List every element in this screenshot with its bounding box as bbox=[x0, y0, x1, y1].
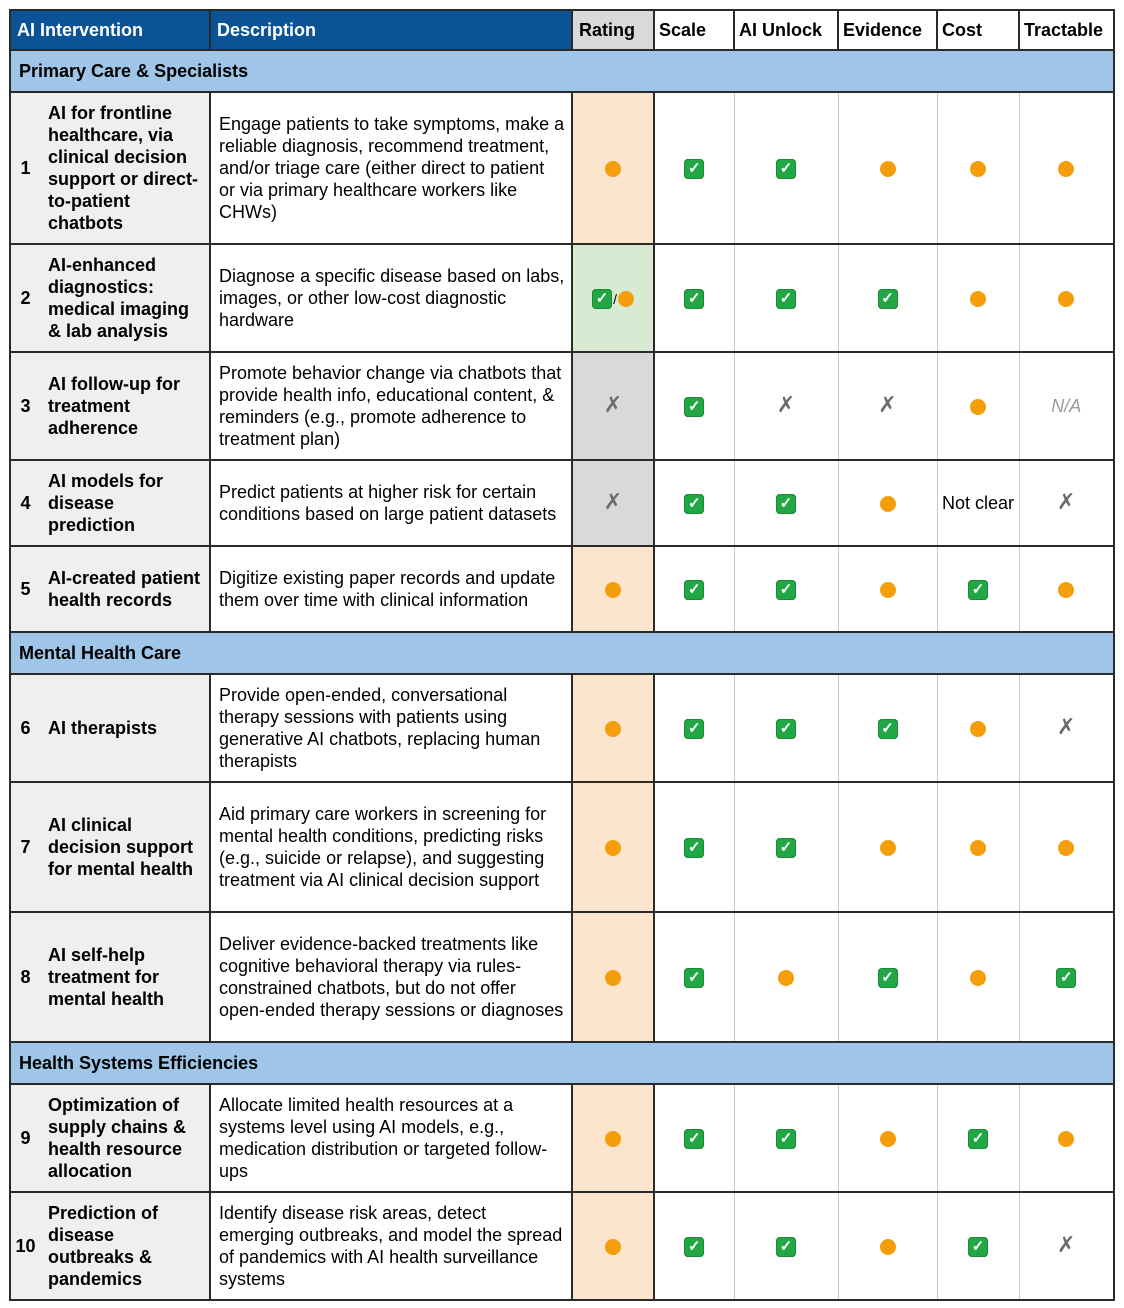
header-evidence: Evidence bbox=[838, 10, 937, 50]
evidence-cell bbox=[838, 460, 937, 546]
intervention-name: AI clinical decision support for mental health bbox=[40, 782, 210, 912]
tractable-cell bbox=[1019, 352, 1114, 460]
green-check-icon: ✓ bbox=[968, 1129, 988, 1149]
green-check-icon: ✓ bbox=[684, 494, 704, 514]
evidence-cell bbox=[838, 92, 937, 244]
row-number: 9 bbox=[10, 1084, 40, 1192]
orange-dot-icon bbox=[605, 970, 621, 986]
intervention-description: Provide open-ended, conversational therapy sessions with patients using generative AI chatbots, replacing human therapists bbox=[210, 674, 572, 782]
ai-unlock-cell bbox=[734, 546, 838, 632]
cost-cell bbox=[937, 674, 1019, 782]
orange-dot-icon bbox=[618, 291, 634, 307]
check-or-dot-icon bbox=[592, 288, 634, 310]
green-check-icon: ✓ bbox=[776, 719, 796, 739]
cost-cell bbox=[937, 546, 1019, 632]
evidence-cell bbox=[838, 352, 937, 460]
evidence-cell bbox=[838, 546, 937, 632]
row-number: 7 bbox=[10, 782, 40, 912]
evidence-cell bbox=[838, 1192, 937, 1300]
cost-cell bbox=[937, 1084, 1019, 1192]
intervention-description: Diagnose a specific disease based on labs, images, or other low-cost diagnostic hardware bbox=[210, 244, 572, 352]
green-check-icon: ✓ bbox=[684, 838, 704, 858]
table-row bbox=[10, 92, 1114, 244]
cross-icon: ✗ bbox=[1057, 715, 1076, 740]
rating-cell bbox=[572, 92, 654, 244]
table-row bbox=[10, 782, 1114, 912]
ai-unlock-cell bbox=[734, 244, 838, 352]
tractable-cell bbox=[1019, 1084, 1114, 1192]
intervention-name: AI follow-up for treatment adherence bbox=[40, 352, 210, 460]
scale-cell bbox=[654, 244, 734, 352]
green-check-icon: ✓ bbox=[684, 580, 704, 600]
orange-dot-icon bbox=[970, 840, 986, 856]
tractable-cell bbox=[1019, 92, 1114, 244]
table-row bbox=[10, 1084, 1114, 1192]
green-check-icon: ✓ bbox=[878, 719, 898, 739]
scale-cell bbox=[654, 92, 734, 244]
intervention-name: Prediction of disease outbreaks & pandemics bbox=[40, 1192, 210, 1300]
scale-cell bbox=[654, 352, 734, 460]
header-description: Description bbox=[210, 10, 572, 50]
green-check-icon: ✓ bbox=[684, 159, 704, 179]
intervention-table bbox=[9, 9, 1115, 1301]
orange-dot-icon bbox=[1058, 161, 1074, 177]
scale-cell bbox=[654, 782, 734, 912]
green-check-icon: ✓ bbox=[684, 719, 704, 739]
rating-cell bbox=[572, 460, 654, 546]
intervention-name: AI for frontline healthcare, via clinical decision support or direct-to-patient chatbots bbox=[40, 92, 210, 244]
green-check-icon: ✓ bbox=[968, 580, 988, 600]
intervention-name: AI therapists bbox=[40, 674, 210, 782]
header-rating: Rating bbox=[572, 10, 654, 50]
section-row bbox=[10, 632, 1114, 674]
green-check-icon: ✓ bbox=[776, 838, 796, 858]
orange-dot-icon bbox=[605, 1239, 621, 1255]
rating-cell bbox=[572, 1192, 654, 1300]
cost-cell bbox=[937, 92, 1019, 244]
row-number: 8 bbox=[10, 912, 40, 1042]
row-number: 3 bbox=[10, 352, 40, 460]
intervention-description: Promote behavior change via chatbots that provide health info, educational content, & reminders (e.g., promote adherence to treatment plan) bbox=[210, 352, 572, 460]
intervention-description: Allocate limited health resources at a systems level using AI models, e.g., medication distribution or targeted follow-ups bbox=[210, 1084, 572, 1192]
ai-unlock-cell bbox=[734, 674, 838, 782]
slash-separator: / bbox=[613, 291, 617, 307]
green-check-icon: ✓ bbox=[776, 1237, 796, 1257]
scale-cell bbox=[654, 460, 734, 546]
tractable-cell bbox=[1019, 674, 1114, 782]
row-number: 2 bbox=[10, 244, 40, 352]
orange-dot-icon bbox=[605, 161, 621, 177]
tractable-cell bbox=[1019, 546, 1114, 632]
orange-dot-icon bbox=[605, 582, 621, 598]
green-check-icon: ✓ bbox=[684, 1129, 704, 1149]
ai-unlock-cell bbox=[734, 1084, 838, 1192]
rating-cell bbox=[572, 1084, 654, 1192]
cost-cell bbox=[937, 460, 1019, 546]
green-check-icon: ✓ bbox=[684, 397, 704, 417]
row-number: 4 bbox=[10, 460, 40, 546]
cross-icon: ✗ bbox=[878, 393, 897, 418]
green-check-icon: ✓ bbox=[684, 968, 704, 988]
section-row bbox=[10, 1042, 1114, 1084]
ai-unlock-cell bbox=[734, 912, 838, 1042]
table-row bbox=[10, 352, 1114, 460]
orange-dot-icon bbox=[880, 1131, 896, 1147]
orange-dot-icon bbox=[970, 399, 986, 415]
ai-unlock-cell bbox=[734, 460, 838, 546]
green-check-icon: ✓ bbox=[776, 159, 796, 179]
row-number: 5 bbox=[10, 546, 40, 632]
cost-cell bbox=[937, 244, 1019, 352]
orange-dot-icon bbox=[605, 840, 621, 856]
evidence-cell bbox=[838, 1084, 937, 1192]
intervention-description: Engage patients to take symptoms, make a reliable diagnosis, recommend treatment, and/or triage care (either direct to patient or via primary healthcare workers like CHWs) bbox=[210, 92, 572, 244]
header-ai-unlock: AI Unlock bbox=[734, 10, 838, 50]
green-check-icon: ✓ bbox=[968, 1237, 988, 1257]
table-body bbox=[10, 50, 1114, 1300]
header-row bbox=[10, 10, 1114, 50]
evidence-cell bbox=[838, 782, 937, 912]
scale-cell bbox=[654, 912, 734, 1042]
orange-dot-icon bbox=[880, 496, 896, 512]
ai-unlock-cell bbox=[734, 92, 838, 244]
intervention-table-container bbox=[9, 9, 1115, 1301]
evidence-cell bbox=[838, 674, 937, 782]
table-row bbox=[10, 1192, 1114, 1300]
rating-cell bbox=[572, 244, 654, 352]
orange-dot-icon bbox=[970, 161, 986, 177]
orange-dot-icon bbox=[970, 970, 986, 986]
cell-text: Not clear bbox=[942, 493, 1015, 513]
header-intervention: AI Intervention bbox=[10, 10, 210, 50]
table-row bbox=[10, 460, 1114, 546]
scale-cell bbox=[654, 546, 734, 632]
rating-cell bbox=[572, 546, 654, 632]
tractable-cell bbox=[1019, 460, 1114, 546]
orange-dot-icon bbox=[1058, 291, 1074, 307]
intervention-name: AI self-help treatment for mental health bbox=[40, 912, 210, 1042]
green-check-icon: ✓ bbox=[776, 580, 796, 600]
rating-cell bbox=[572, 674, 654, 782]
tractable-cell bbox=[1019, 782, 1114, 912]
orange-dot-icon bbox=[1058, 840, 1074, 856]
cost-cell bbox=[937, 352, 1019, 460]
intervention-description: Predict patients at higher risk for certain conditions based on large patient datasets bbox=[210, 460, 572, 546]
ai-unlock-cell bbox=[734, 352, 838, 460]
ai-unlock-cell bbox=[734, 1192, 838, 1300]
orange-dot-icon bbox=[1058, 1131, 1074, 1147]
intervention-name: AI models for disease prediction bbox=[40, 460, 210, 546]
green-check-icon: ✓ bbox=[776, 494, 796, 514]
orange-dot-icon bbox=[970, 291, 986, 307]
orange-dot-icon bbox=[1058, 582, 1074, 598]
intervention-description: Identify disease risk areas, detect emerging outbreaks, and model the spread of pandemics with AI health surveillance systems bbox=[210, 1192, 572, 1300]
intervention-description: Digitize existing paper records and update them over time with clinical information bbox=[210, 546, 572, 632]
orange-dot-icon bbox=[880, 161, 896, 177]
orange-dot-icon bbox=[605, 721, 621, 737]
orange-dot-icon bbox=[778, 970, 794, 986]
cost-cell bbox=[937, 1192, 1019, 1300]
orange-dot-icon bbox=[605, 1131, 621, 1147]
orange-dot-icon bbox=[880, 840, 896, 856]
ai-unlock-cell bbox=[734, 782, 838, 912]
intervention-description: Deliver evidence-backed treatments like cognitive behavioral therapy via rules-constrained chatbots, but do not offer open-ended therapy sessions or diagnoses bbox=[210, 912, 572, 1042]
tractable-cell bbox=[1019, 1192, 1114, 1300]
cross-icon: ✗ bbox=[603, 490, 623, 515]
table-row bbox=[10, 912, 1114, 1042]
header-cost: Cost bbox=[937, 10, 1019, 50]
green-check-icon: ✓ bbox=[592, 289, 612, 309]
tractable-cell bbox=[1019, 244, 1114, 352]
row-number: 10 bbox=[10, 1192, 40, 1300]
intervention-name: AI-enhanced diagnostics: medical imaging & lab analysis bbox=[40, 244, 210, 352]
table-row bbox=[10, 244, 1114, 352]
green-check-icon: ✓ bbox=[776, 1129, 796, 1149]
table-row bbox=[10, 674, 1114, 782]
section-row bbox=[10, 50, 1114, 92]
section-title: Primary Care & Specialists bbox=[10, 50, 1114, 92]
green-check-icon: ✓ bbox=[878, 289, 898, 309]
cost-cell bbox=[937, 782, 1019, 912]
section-title: Mental Health Care bbox=[10, 632, 1114, 674]
tractable-cell bbox=[1019, 912, 1114, 1042]
intervention-name: Optimization of supply chains & health resource allocation bbox=[40, 1084, 210, 1192]
rating-cell bbox=[572, 352, 654, 460]
section-title: Health Systems Efficiencies bbox=[10, 1042, 1114, 1084]
scale-cell bbox=[654, 1084, 734, 1192]
header-scale: Scale bbox=[654, 10, 734, 50]
orange-dot-icon bbox=[880, 1239, 896, 1255]
cross-icon: ✗ bbox=[603, 393, 623, 418]
cross-icon: ✗ bbox=[1057, 490, 1076, 515]
green-check-icon: ✓ bbox=[776, 289, 796, 309]
table-row bbox=[10, 546, 1114, 632]
row-number: 6 bbox=[10, 674, 40, 782]
green-check-icon: ✓ bbox=[878, 968, 898, 988]
green-check-icon: ✓ bbox=[684, 1237, 704, 1257]
green-check-icon: ✓ bbox=[1056, 968, 1076, 988]
scale-cell bbox=[654, 1192, 734, 1300]
rating-cell bbox=[572, 912, 654, 1042]
cost-cell bbox=[937, 912, 1019, 1042]
cross-icon: ✗ bbox=[1057, 1233, 1076, 1258]
not-applicable-label: N/A bbox=[1051, 396, 1082, 416]
orange-dot-icon bbox=[880, 582, 896, 598]
intervention-name: AI-created patient health records bbox=[40, 546, 210, 632]
intervention-description: Aid primary care workers in screening for mental health conditions, predicting risks (e.g., suicide or relapse), and suggesting treatment via AI clinical decision support bbox=[210, 782, 572, 912]
header-tractable: Tractable bbox=[1019, 10, 1114, 50]
orange-dot-icon bbox=[970, 721, 986, 737]
green-check-icon: ✓ bbox=[684, 289, 704, 309]
cross-icon: ✗ bbox=[776, 393, 796, 418]
rating-cell bbox=[572, 782, 654, 912]
scale-cell bbox=[654, 674, 734, 782]
row-number: 1 bbox=[10, 92, 40, 244]
evidence-cell bbox=[838, 912, 937, 1042]
evidence-cell bbox=[838, 244, 937, 352]
